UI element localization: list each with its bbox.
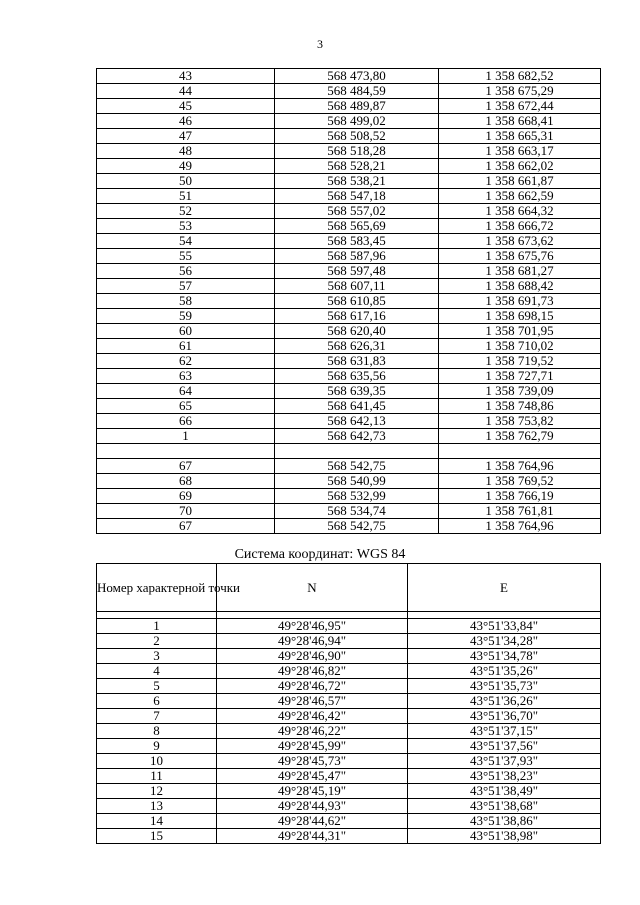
x-coordinate-cell: 49°28'44,62": [217, 814, 408, 829]
point-number-cell: 44: [97, 84, 275, 99]
table-row: [97, 114, 601, 129]
point-number-cell: 13: [97, 799, 217, 814]
y-coordinate-cell: 1 358 764,96: [439, 519, 601, 534]
point-number-cell: 10: [97, 754, 217, 769]
x-coordinate-cell: 568 587,96: [275, 249, 439, 264]
y-coordinate-cell: 1 358 769,52: [439, 474, 601, 489]
table-row: [97, 519, 601, 534]
x-coordinate-cell: 568 489,87: [275, 99, 439, 114]
x-coordinate-cell: 568 484,59: [275, 84, 439, 99]
y-coordinate-cell: 43°51'35,26": [408, 664, 601, 679]
table-row: [97, 174, 601, 189]
x-coordinate-cell: 49°28'46,94": [217, 634, 408, 649]
point-number-cell: 50: [97, 174, 275, 189]
point-number-cell: 11: [97, 769, 217, 784]
point-number-cell: 59: [97, 309, 275, 324]
point-number-cell: 53: [97, 219, 275, 234]
x-coordinate-cell: 568 518,28: [275, 144, 439, 159]
y-coordinate-cell: 1 358 662,59: [439, 189, 601, 204]
table-row: [97, 739, 601, 754]
x-coordinate-cell: 49°28'45,47": [217, 769, 408, 784]
point-number-cell: 60: [97, 324, 275, 339]
x-coordinate-cell: 568 540,99: [275, 474, 439, 489]
point-number-cell: 48: [97, 144, 275, 159]
y-coordinate-cell: 1 358 675,29: [439, 84, 601, 99]
table-row: [97, 649, 601, 664]
point-number-cell: 64: [97, 384, 275, 399]
wgs84-coordinates-table: [96, 563, 601, 844]
x-coordinate-cell: 49°28'46,82": [217, 664, 408, 679]
north-header: N: [217, 564, 408, 612]
x-coordinate-cell: 568 639,35: [275, 384, 439, 399]
x-coordinate-cell: 568 528,21: [275, 159, 439, 174]
point-number-cell: 70: [97, 504, 275, 519]
x-coordinate-cell: 568 610,85: [275, 294, 439, 309]
y-coordinate-cell: 1 358 673,62: [439, 234, 601, 249]
y-coordinate-cell: 1 358 727,71: [439, 369, 601, 384]
x-coordinate-cell: [275, 444, 439, 459]
y-coordinate-cell: 1 358 663,17: [439, 144, 601, 159]
x-coordinate-cell: 49°28'44,93": [217, 799, 408, 814]
point-number-cell: 2: [97, 634, 217, 649]
y-coordinate-cell: 1 358 761,81: [439, 504, 601, 519]
point-number-cell: [97, 444, 275, 459]
coordinate-system-caption: Система координат: WGS 84: [234, 547, 406, 562]
point-number-cell: 65: [97, 399, 275, 414]
x-coordinate-cell: 568 607,11: [275, 279, 439, 294]
point-number-cell: 54: [97, 234, 275, 249]
table-row: [97, 309, 601, 324]
y-coordinate-cell: 1 358 675,76: [439, 249, 601, 264]
table-row: [97, 694, 601, 709]
x-coordinate-cell: 568 635,56: [275, 369, 439, 384]
table-row: [97, 814, 601, 829]
point-number-cell: 47: [97, 129, 275, 144]
y-coordinate-cell: 43°51'35,73": [408, 679, 601, 694]
x-coordinate-cell: 568 557,02: [275, 204, 439, 219]
table-row: [97, 384, 601, 399]
east-header: E: [408, 564, 601, 612]
table-row: [97, 294, 601, 309]
y-coordinate-cell: 1 358 701,95: [439, 324, 601, 339]
point-number-cell: 7: [97, 709, 217, 724]
point-number-cell: 57: [97, 279, 275, 294]
table-row: [97, 489, 601, 504]
point-number-cell: 46: [97, 114, 275, 129]
y-coordinate-cell: 43°51'34,28": [408, 634, 601, 649]
point-number-cell: 55: [97, 249, 275, 264]
table-row: [97, 204, 601, 219]
y-coordinate-cell: 43°51'37,93": [408, 754, 601, 769]
point-number-cell: 15: [97, 829, 217, 844]
table-row: [97, 619, 601, 634]
table-row: [97, 829, 601, 844]
point-number-cell: 1: [97, 619, 217, 634]
table-row: [97, 504, 601, 519]
x-coordinate-cell: 49°28'45,19": [217, 784, 408, 799]
table-row: [97, 709, 601, 724]
point-number-cell: 66: [97, 414, 275, 429]
table-row: [97, 754, 601, 769]
y-coordinate-cell: 1 358 764,96: [439, 459, 601, 474]
x-coordinate-cell: 49°28'44,31": [217, 829, 408, 844]
point-number-cell: 9: [97, 739, 217, 754]
point-number-cell: 6: [97, 694, 217, 709]
point-number-cell: 69: [97, 489, 275, 504]
x-coordinate-cell: 568 473,80: [275, 69, 439, 84]
table-row: [97, 769, 601, 784]
wgs84-table-body: [97, 619, 601, 844]
y-coordinate-cell: 1 358 688,42: [439, 279, 601, 294]
table-row: [97, 129, 601, 144]
y-coordinate-cell: 43°51'37,15": [408, 724, 601, 739]
table-row: [97, 474, 601, 489]
y-coordinate-cell: 1 358 710,02: [439, 339, 601, 354]
table-row: [97, 84, 601, 99]
y-coordinate-cell: 1 358 668,41: [439, 114, 601, 129]
y-coordinate-cell: 43°51'38,98": [408, 829, 601, 844]
table-row: [97, 459, 601, 474]
y-coordinate-cell: 43°51'36,70": [408, 709, 601, 724]
table-row: [97, 354, 601, 369]
y-coordinate-cell: 1 358 664,32: [439, 204, 601, 219]
table-row: [97, 429, 601, 444]
y-coordinate-cell: 43°51'33,84": [408, 619, 601, 634]
x-coordinate-cell: 568 538,21: [275, 174, 439, 189]
x-coordinate-cell: 568 583,45: [275, 234, 439, 249]
y-coordinate-cell: 1 358 762,79: [439, 429, 601, 444]
y-coordinate-cell: 1 358 698,15: [439, 309, 601, 324]
point-number-cell: 3: [97, 649, 217, 664]
x-coordinate-cell: 568 542,75: [275, 459, 439, 474]
y-coordinate-cell: 43°51'38,86": [408, 814, 601, 829]
point-number-cell: 63: [97, 369, 275, 384]
table-row: [97, 664, 601, 679]
table-row: [97, 339, 601, 354]
point-number-cell: 58: [97, 294, 275, 309]
x-coordinate-cell: 568 597,48: [275, 264, 439, 279]
x-coordinate-cell: 568 499,02: [275, 114, 439, 129]
y-coordinate-cell: 1 358 666,72: [439, 219, 601, 234]
coordinates-table-body: [97, 69, 601, 534]
table-row: [97, 264, 601, 279]
y-coordinate-cell: 43°51'38,23": [408, 769, 601, 784]
point-number-cell: 8: [97, 724, 217, 739]
x-coordinate-cell: 568 620,40: [275, 324, 439, 339]
y-coordinate-cell: 43°51'36,26": [408, 694, 601, 709]
x-coordinate-cell: 49°28'45,73": [217, 754, 408, 769]
coordinates-table-continued: [96, 68, 601, 534]
x-coordinate-cell: 568 508,52: [275, 129, 439, 144]
table-row: [97, 144, 601, 159]
y-coordinate-cell: 1 358 665,31: [439, 129, 601, 144]
table-row: [97, 234, 601, 249]
x-coordinate-cell: 568 547,18: [275, 189, 439, 204]
point-number-cell: 43: [97, 69, 275, 84]
table-row: [97, 189, 601, 204]
x-coordinate-cell: 49°28'46,95": [217, 619, 408, 634]
point-number-cell: 49: [97, 159, 275, 174]
y-coordinate-cell: [439, 444, 601, 459]
y-coordinate-cell: 1 358 691,73: [439, 294, 601, 309]
x-coordinate-cell: 568 617,16: [275, 309, 439, 324]
point-number-cell: 68: [97, 474, 275, 489]
y-coordinate-cell: 43°51'38,49": [408, 784, 601, 799]
table-header-row: [97, 564, 601, 612]
x-coordinate-cell: 49°28'46,57": [217, 694, 408, 709]
x-coordinate-cell: 49°28'46,42": [217, 709, 408, 724]
table-row: [97, 369, 601, 384]
point-number-cell: 52: [97, 204, 275, 219]
y-coordinate-cell: 1 358 739,09: [439, 384, 601, 399]
table-row: [97, 399, 601, 414]
table-row: [97, 414, 601, 429]
y-coordinate-cell: 1 358 719,52: [439, 354, 601, 369]
table-row: [97, 444, 601, 459]
table-row: [97, 724, 601, 739]
table-row: [97, 799, 601, 814]
point-number-cell: 56: [97, 264, 275, 279]
y-coordinate-cell: 43°51'38,68": [408, 799, 601, 814]
table-row: [97, 324, 601, 339]
y-coordinate-cell: 1 358 748,86: [439, 399, 601, 414]
y-coordinate-cell: 1 358 753,82: [439, 414, 601, 429]
x-coordinate-cell: 49°28'46,22": [217, 724, 408, 739]
y-coordinate-cell: 1 358 661,87: [439, 174, 601, 189]
point-number-cell: 1: [97, 429, 275, 444]
x-coordinate-cell: 568 642,13: [275, 414, 439, 429]
x-coordinate-cell: 568 641,45: [275, 399, 439, 414]
x-coordinate-cell: 568 565,69: [275, 219, 439, 234]
y-coordinate-cell: 1 358 662,02: [439, 159, 601, 174]
table-row: [97, 219, 601, 234]
x-coordinate-cell: 49°28'46,72": [217, 679, 408, 694]
x-coordinate-cell: 568 642,73: [275, 429, 439, 444]
point-number-cell: 51: [97, 189, 275, 204]
x-coordinate-cell: 568 631,83: [275, 354, 439, 369]
table-row: [97, 784, 601, 799]
table-row: [97, 679, 601, 694]
point-number-cell: 45: [97, 99, 275, 114]
point-number-cell: 67: [97, 459, 275, 474]
point-number-cell: 61: [97, 339, 275, 354]
point-number-cell: 14: [97, 814, 217, 829]
y-coordinate-cell: 43°51'37,56": [408, 739, 601, 754]
y-coordinate-cell: 43°51'34,78": [408, 649, 601, 664]
x-coordinate-cell: 568 534,74: [275, 504, 439, 519]
y-coordinate-cell: 1 358 766,19: [439, 489, 601, 504]
table-row: [97, 159, 601, 174]
point-number-cell: 62: [97, 354, 275, 369]
table-row: [97, 249, 601, 264]
x-coordinate-cell: 568 626,31: [275, 339, 439, 354]
page-number: 3: [317, 37, 323, 51]
table-row: [97, 279, 601, 294]
point-number-cell: 12: [97, 784, 217, 799]
point-number-header: Номер характерной точки: [97, 564, 217, 612]
point-number-cell: 4: [97, 664, 217, 679]
point-number-cell: 5: [97, 679, 217, 694]
table-row: [97, 99, 601, 114]
y-coordinate-cell: 1 358 672,44: [439, 99, 601, 114]
x-coordinate-cell: 568 542,75: [275, 519, 439, 534]
y-coordinate-cell: 1 358 682,52: [439, 69, 601, 84]
x-coordinate-cell: 568 532,99: [275, 489, 439, 504]
x-coordinate-cell: 49°28'46,90": [217, 649, 408, 664]
x-coordinate-cell: 49°28'45,99": [217, 739, 408, 754]
table-row: [97, 69, 601, 84]
y-coordinate-cell: 1 358 681,27: [439, 264, 601, 279]
table-row: [97, 634, 601, 649]
point-number-cell: 67: [97, 519, 275, 534]
